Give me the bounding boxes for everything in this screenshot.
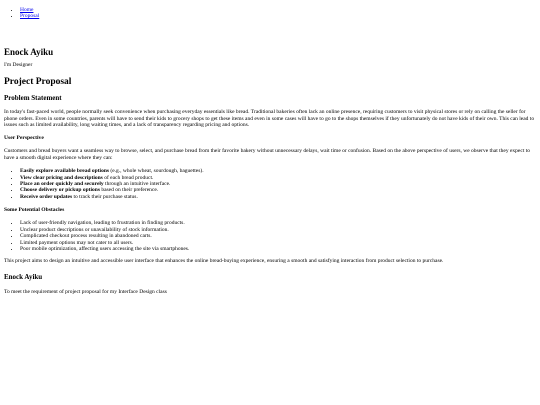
footer-note: To meet the requirement of project proposal for my Interface Design class [4,288,167,295]
nav-link-home[interactable]: Home [20,7,34,13]
list-item: • Unclear product descriptions or unavailability of stock information. [20,227,536,233]
expectations-list [4,168,536,200]
list-item [20,194,536,200]
user-perspective-heading: User Perspective [4,135,44,142]
list-item: • Lack of user-friendly navigation, leading to frustration in finding products. [20,220,536,226]
nav-menu [4,7,536,20]
nav-link-proposal[interactable]: Proposal [20,13,40,20]
list-item: • Complicated checkout process resulting in abandoned carts. [20,233,536,239]
expectation-bold: Easily explore available bread options [20,168,110,175]
expectation-bold: Receive order updates [20,193,73,200]
expectation-rest: based on their preference. [99,187,159,194]
nav-item-proposal [20,13,536,19]
expectation-bold: Choose delivery or pickup options [20,187,100,194]
expectation-rest: to track their purchase status. [72,193,138,200]
summary-text: This project aims to design an intuitive and accessible user interface that enhances the online bread-buying experience, ensuring a smooth and satisfying interaction from product selection to purchase. [4,258,444,265]
list-item: • Limited payment options may not cater to all users. [20,240,536,246]
footer-author: Enock Ayiku [4,272,43,281]
expectation-bold: Place an order quickly and securely [20,181,104,188]
profile-name: Enock Ayiku [4,46,54,57]
expectation-rest: (e.g., whole wheat, sourdough, baguettes). [109,168,204,175]
obstacles-heading: Some Potential Obstacles [4,207,65,214]
list-item: • Poor mobile optimization, affecting users accessing the site via smartphones. [20,246,536,252]
problem-heading: Problem Statement [4,94,62,103]
expectation-rest: through an intuitive interface. [103,181,171,188]
expectation-bold: View clear pricing and descriptions [20,174,103,181]
profile-role: I'm Designer [4,61,33,68]
expectation-rest: of each bread product. [102,174,154,181]
obstacles-list [4,220,536,252]
user-perspective-text: Customers and bread buyers want a seamless way to browse, select, and purchase bread from their favorite bakery without unnecessary delays, wait time or confusion. Based on the above perspective of users, we observe that they expect to have a smooth digital experience where they can: [4,148,530,161]
page-title: Project Proposal [4,77,72,88]
problem-text: In today's fast-paced world, people normally seek convenience when purchasing everyday essentials like bread. Traditional bakeries often lack an online presence, requiring customers to visit physical stores or rely on calling the seller for phone orders. Even in some countries, parents will have to send their kids to grocery shops to get these items and even in some cases will have to go to the shops themselves if they unfortunately do not have kids of their own. This can lead to issues such as limited availability, long waiting times, and a lack of transparency regarding pricing and options. [4,109,535,129]
